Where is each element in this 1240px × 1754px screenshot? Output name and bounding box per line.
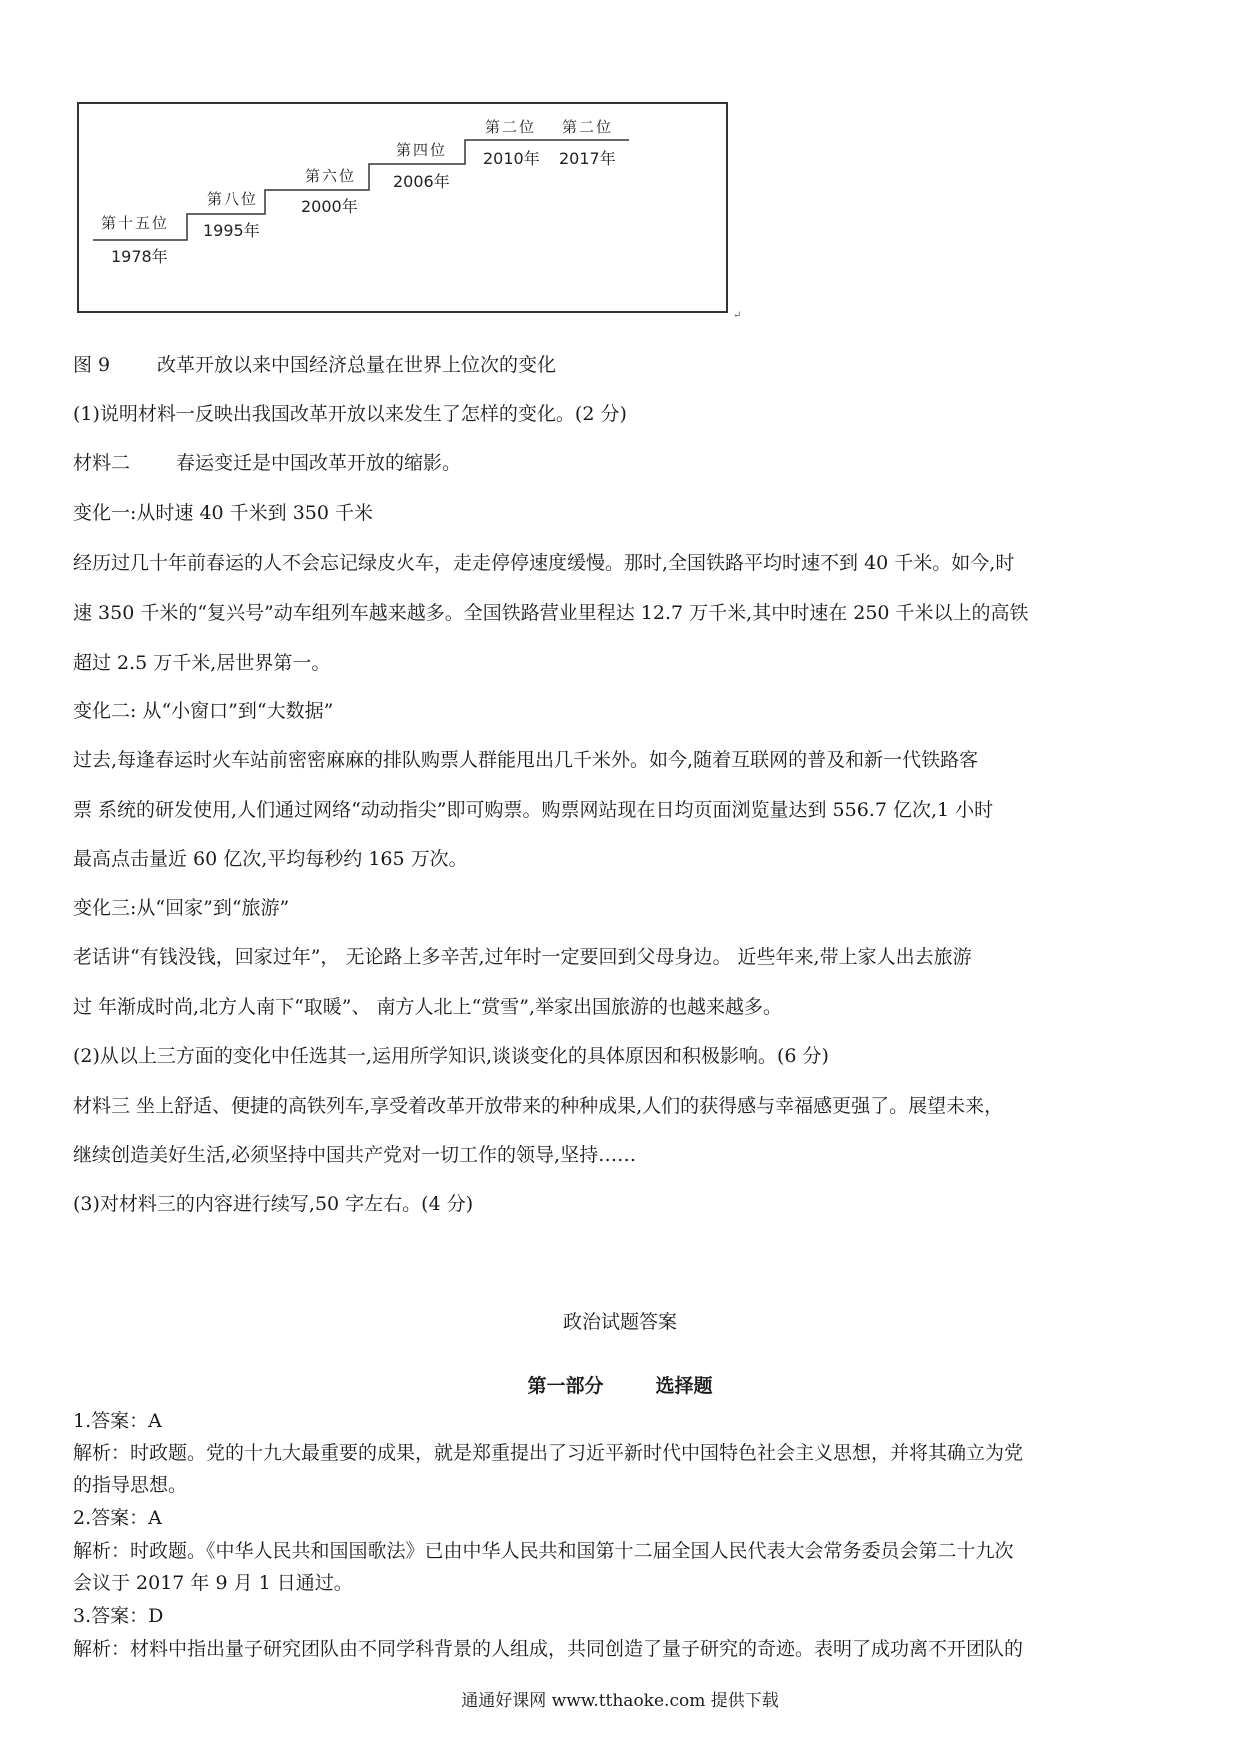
material-3-line: 继续创造美好生活,必须坚持中国共产党对一切工作的领导,坚持…… <box>73 1144 637 1166</box>
scan-mark: ↵ <box>733 310 742 321</box>
answer-2: 2.答案：A <box>73 1507 162 1529</box>
step-rank: 第二位 <box>562 118 614 136</box>
step-year: 2010年 <box>483 149 540 168</box>
step-year: 2006年 <box>393 172 450 191</box>
material-2-text: 春运变迁是中国改革开放的缩影。 <box>176 452 462 474</box>
material-3-line: 材料三 坐上舒适、便捷的高铁列车,享受着改革开放带来的种种成果,人们的获得感与幸福感更强了。展望未来， <box>73 1095 1004 1117</box>
question-3: (3)对材料三的内容进行续写,50 字左右。(4 分) <box>73 1193 474 1215</box>
step-rank: 第二位 <box>485 118 537 136</box>
paragraph-line: 过去,每逢春运时火车站前密密麻麻的排队购票人群能甩出几千米外。如今,随着互联网的普及和新一代铁路客 <box>73 749 979 771</box>
explanation-line: 解析：时政题。《中华人民共和国国歌法》已由中华人民共和国第十二届全国人民代表大会常务委员会第二十九次 <box>73 1540 1014 1562</box>
paragraph-line: 过 年渐成时尚,北方人南下“取暖”、 南方人北上“赏雪”,举家出国旅游的也越来越多。 <box>73 996 783 1018</box>
step-rank: 第六位 <box>305 167 357 185</box>
material-2-label: 材料二 <box>73 452 131 474</box>
question-2: (2)从以上三方面的变化中任选其一,运用所学知识,谈谈变化的具体原因和积极影响。(6 分) <box>73 1045 829 1067</box>
step-year: 1995年 <box>203 221 260 240</box>
paragraph-line: 最高点击量近 60 亿次,平均每秒约 165 万次。 <box>73 848 468 870</box>
explanation-line: 解析：时政题。党的十九大最重要的成果，就是郑重提出了习近平新时代中国特色社会主义思想，并将其确立为党 <box>73 1442 1024 1464</box>
question-1: (1)说明材料一反映出我国改革开放以来发生了怎样的变化。(2 分) <box>73 403 627 425</box>
answer-3: 3.答案：D <box>73 1605 164 1627</box>
step-year: 2017年 <box>559 149 616 168</box>
paragraph-line: 票 系统的研发使用,人们通过网络“动动指尖”即可购票。购票网站现在日均页面浏览量达到 556.7 亿次,1 小时 <box>73 799 994 821</box>
paragraph-line: 老话讲“有钱没钱，回家过年”， 无论路上多辛苦,过年时一定要回到父母身边。 近些年来,带上家人出去旅游 <box>73 946 972 968</box>
answer-1: 1.答案：A <box>73 1410 162 1432</box>
explanation-line: 解析：材料中指出量子研究团队由不同学科背景的人组成，共同创造了量子研究的奇迹。表明了成功离不开团队的 <box>73 1638 1024 1660</box>
staircase-lines <box>79 104 730 315</box>
step-year: 1978年 <box>111 247 168 266</box>
step-year: 2000年 <box>301 197 358 216</box>
part-heading <box>0 1371 1240 1398</box>
change-3-title: 变化三:从“回家”到“旅游” <box>73 897 290 919</box>
paragraph-line: 速 350 千米的“复兴号”动车组列车越来越多。全国铁路营业里程达 12.7 万千米,其中时速在 250 千米以上的高铁 <box>73 602 1029 624</box>
explanation-line: 会议于 2017 年 9 月 1 日通过。 <box>73 1572 353 1594</box>
paragraph-line: 超过 2.5 万千米,居世界第一。 <box>73 652 331 674</box>
step-rank: 第八位 <box>207 190 259 208</box>
answers-title: 政治试题答案 <box>562 1311 677 1333</box>
figure-caption-text: 改革开放以来中国经济总量在世界上位次的变化 <box>157 354 557 376</box>
step-rank: 第十五位 <box>101 214 170 232</box>
part-label: 第一部分 <box>527 1375 604 1397</box>
step-rank: 第四位 <box>396 141 448 159</box>
change-2-title: 变化二: 从“小窗口”到“大数据” <box>73 700 334 722</box>
paragraph-line: 经历过几十年前春运的人不会忘记绿皮火车，走走停停速度缓慢。那时,全国铁路平均时速不到 40 千米。如今,时 <box>73 552 1015 574</box>
page-footer: 通通好课网 www.tthaoke.com 提供下载 <box>461 1691 779 1711</box>
part-name: 选择题 <box>655 1375 713 1397</box>
figure-box <box>77 102 728 313</box>
change-1-title: 变化一:从时速 40 千米到 350 千米 <box>73 502 374 524</box>
figure-caption-label: 图 9 <box>73 354 111 376</box>
explanation-line: 的指导思想。 <box>73 1474 188 1496</box>
